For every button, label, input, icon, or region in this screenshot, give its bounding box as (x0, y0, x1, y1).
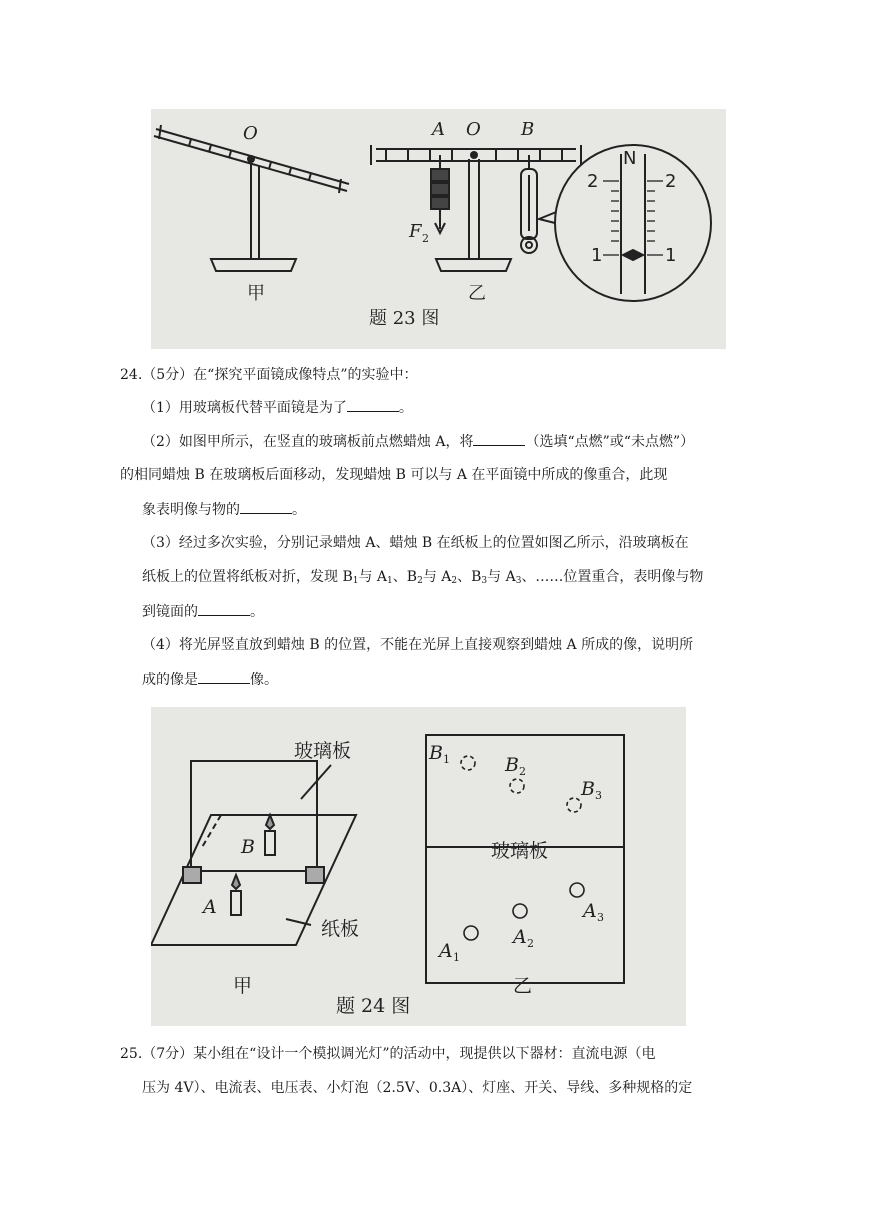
q24-part4-line1: （4）将光屏竖直放到蜡烛 B 的位置，不能在光屏上直接观察到蜡烛 A 所成的像，说明所 (142, 637, 694, 653)
b1-label: B (429, 742, 443, 764)
q24-part2-line3: 象表明像与物的 。 (142, 499, 306, 520)
candle-b-label: B (241, 836, 255, 858)
answer-blank-1[interactable] (347, 397, 399, 412)
a1-label: A (439, 940, 453, 962)
label-yi-24: 乙 (513, 975, 533, 997)
q25-line2: 压为 4V）、电流表、电压表、小灯泡（2.5V、0.3A）、灯座、开关、导线、多种规格的定 (142, 1080, 693, 1096)
q24-stem: 24.（5分）在“探究平面镜成像特点”的实验中： (120, 367, 418, 383)
b1-sub: 1 (443, 753, 450, 766)
q24-part3-line2: 纸板上的位置将纸板对折，发现 $B_1$与 $A_1$、$B_2$与 $A_2$、$B_3$与 $A_3$、……位置重合，表明像与物 (142, 569, 704, 586)
q24-part1: （1）用玻璃板代替平面镜是为了 。 (142, 397, 413, 418)
a3-sub: 3 (597, 911, 604, 924)
figure-23-caption: 题 23 图 (369, 308, 440, 329)
label-a: A (432, 119, 445, 140)
scale-2-right: 2 (665, 171, 677, 192)
figure-24 (151, 707, 686, 1026)
answer-blank-2[interactable] (473, 431, 525, 446)
paper-board-label: 纸板 (321, 918, 360, 940)
q24-part3-line1: （3）经过多次实验，分别记录蜡烛 A、蜡烛 B 在纸板上的位置如图乙所示，沿玻璃板在 (142, 535, 689, 551)
b3-label: B (581, 778, 595, 800)
glass-plate-label-right: 玻璃板 (491, 840, 549, 862)
label-o: O (466, 119, 481, 140)
answer-blank-5[interactable] (198, 669, 250, 684)
a2-sub: 2 (527, 937, 534, 950)
label-jia-24: 甲 (233, 975, 253, 997)
figure-23 (151, 109, 726, 349)
label-o-left: O (243, 123, 258, 144)
q24-part3-line3: 到镜面的 。 (142, 601, 264, 622)
candle-a-label: A (203, 896, 217, 918)
glass-plate-label: 玻璃板 (294, 740, 352, 762)
q25-line1: 25.（7分）某小组在“设计一个模拟调光灯”的活动中，现提供以下器材：直流电源（电 (120, 1046, 656, 1062)
answer-blank-4[interactable] (198, 601, 250, 616)
scale-1-right: 1 (665, 245, 677, 266)
scale-1-left: 1 (591, 245, 603, 266)
label-jia: 甲 (247, 283, 265, 304)
q24-part2-line1: （2）如图甲所示，在竖直的玻璃板前点燃蜡烛 A，将 （选填“点燃”或“未点燃”） (142, 431, 694, 452)
b2-sub: 2 (519, 765, 526, 778)
a3-label: A (583, 900, 597, 922)
a2-label: A (513, 926, 527, 948)
q24-part4-line2: 成的像是 像。 (142, 669, 278, 690)
scale-unit-n: N (623, 148, 637, 169)
q24-part2-line2: 的相同蜡烛 B 在玻璃板后面移动，发现蜡烛 B 可以与 A 在平面镜中所成的像重合，此现 (120, 467, 668, 483)
figure-23-drawing (151, 109, 726, 349)
b3-sub: 3 (595, 789, 602, 802)
b2-label: B (505, 754, 519, 776)
label-f-sub: 2 (422, 232, 429, 245)
answer-blank-3[interactable] (240, 499, 292, 514)
scale-2-left: 2 (587, 171, 599, 192)
a1-sub: 1 (453, 951, 460, 964)
figure-24-drawing (151, 707, 686, 1026)
label-f: F (409, 221, 422, 242)
figure-24-caption: 题 24 图 (336, 995, 411, 1017)
label-yi: 乙 (468, 283, 486, 304)
label-b: B (521, 119, 535, 140)
